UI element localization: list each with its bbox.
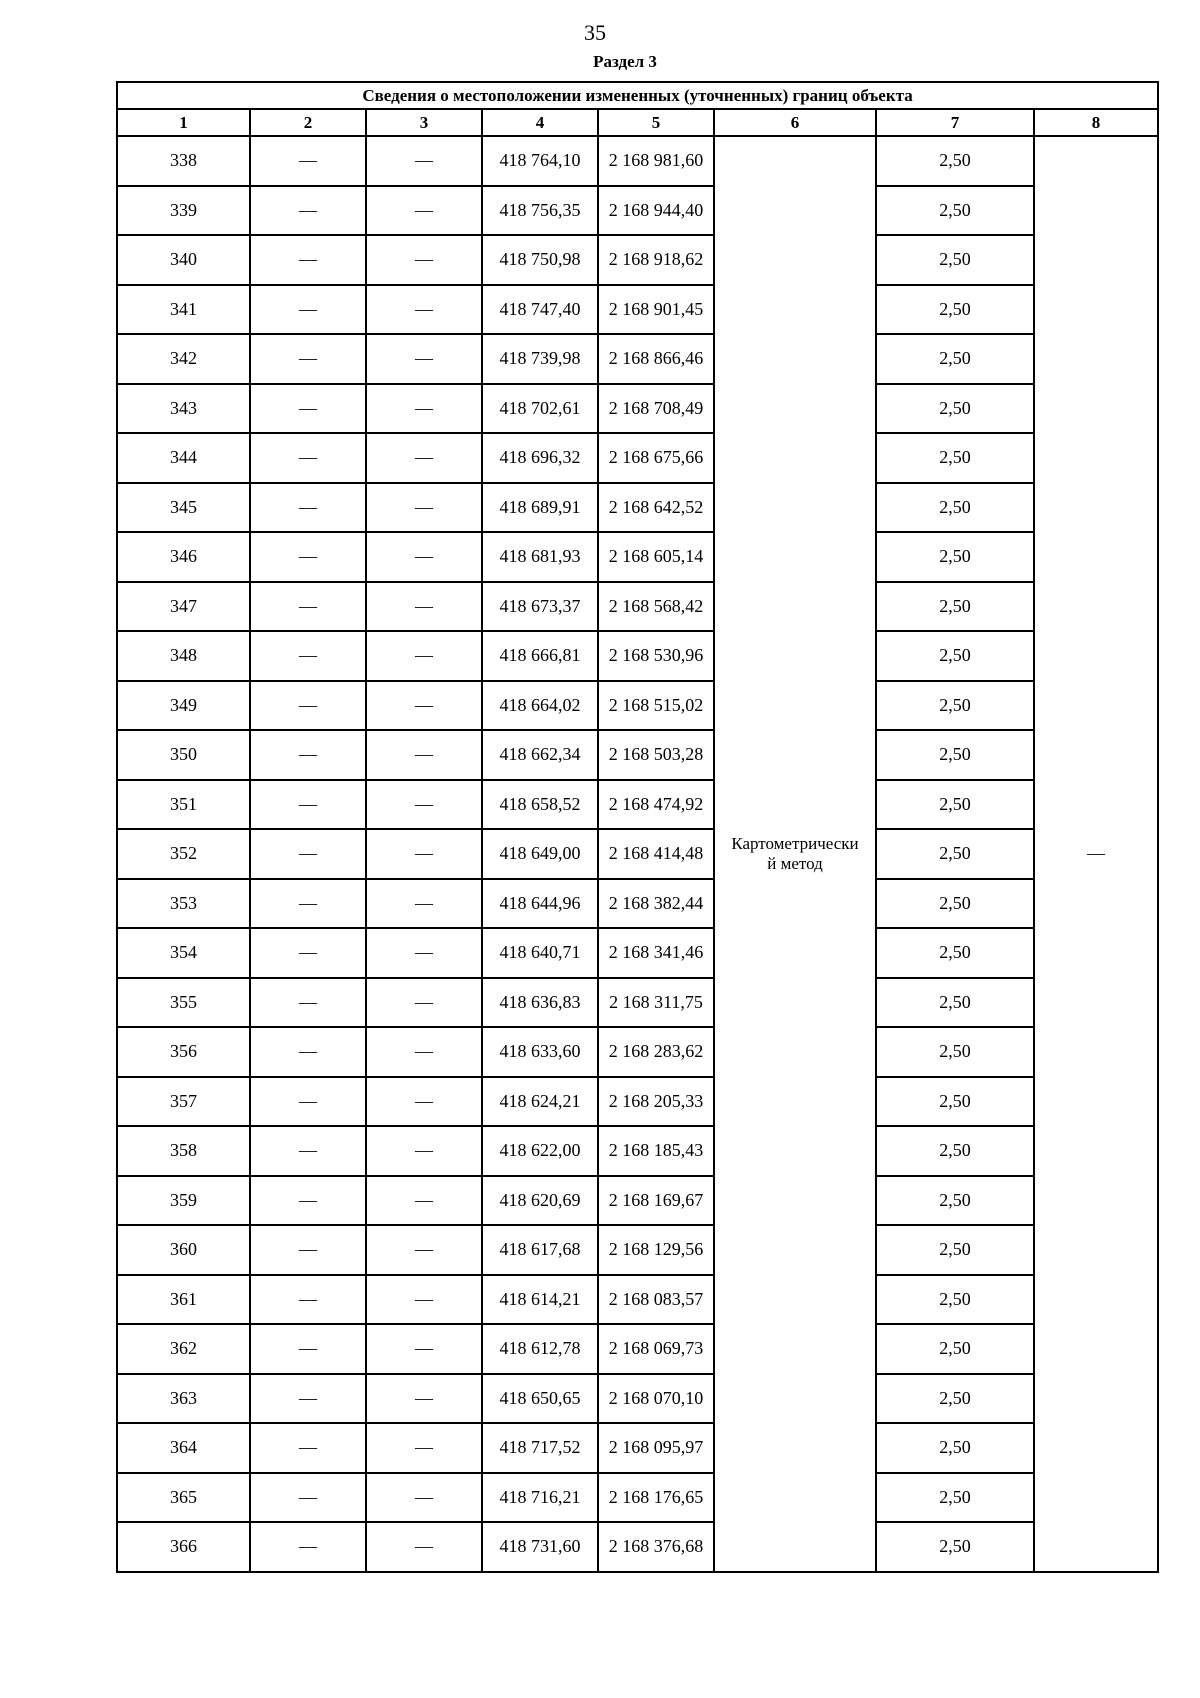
accuracy-cell: 2,50	[876, 1324, 1034, 1374]
dash-cell: —	[250, 285, 366, 335]
dash-cell: —	[250, 928, 366, 978]
point-number-cell: 358	[117, 1126, 250, 1176]
table-body	[117, 136, 1158, 1572]
x-coordinate-cell: 418 739,98	[482, 334, 598, 384]
table-row	[117, 978, 1158, 1028]
x-coordinate-cell: 418 640,71	[482, 928, 598, 978]
boundary-coordinates-table	[116, 81, 1159, 1573]
accuracy-cell: 2,50	[876, 1077, 1034, 1127]
dash-cell: —	[250, 1077, 366, 1127]
accuracy-cell: 2,50	[876, 1275, 1034, 1325]
dash-cell: —	[250, 1522, 366, 1572]
dash-cell: —	[250, 631, 366, 681]
column-number-2: 2	[250, 109, 366, 136]
dash-cell: —	[366, 334, 482, 384]
accuracy-cell: 2,50	[876, 483, 1034, 533]
dash-cell: —	[250, 978, 366, 1028]
dash-cell: —	[366, 483, 482, 533]
y-coordinate-cell: 2 168 341,46	[598, 928, 714, 978]
y-coordinate-cell: 2 168 474,92	[598, 780, 714, 830]
point-number-cell: 359	[117, 1176, 250, 1226]
y-coordinate-cell: 2 168 382,44	[598, 879, 714, 929]
accuracy-cell: 2,50	[876, 433, 1034, 483]
column-8-cell: —	[1034, 136, 1158, 1572]
accuracy-cell: 2,50	[876, 136, 1034, 186]
table-row	[117, 1522, 1158, 1572]
x-coordinate-cell: 418 624,21	[482, 1077, 598, 1127]
x-coordinate-cell: 418 756,35	[482, 186, 598, 236]
table-row	[117, 928, 1158, 978]
accuracy-cell: 2,50	[876, 681, 1034, 731]
table-row	[117, 1126, 1158, 1176]
accuracy-cell: 2,50	[876, 1027, 1034, 1077]
dash-cell: —	[250, 1473, 366, 1523]
dash-cell: —	[250, 186, 366, 236]
x-coordinate-cell: 418 696,32	[482, 433, 598, 483]
dash-cell: —	[250, 1126, 366, 1176]
point-number-cell: 341	[117, 285, 250, 335]
x-coordinate-cell: 418 662,34	[482, 730, 598, 780]
method-line-2: й метод	[767, 853, 823, 873]
dash-cell: —	[366, 631, 482, 681]
dash-cell: —	[366, 780, 482, 830]
point-number-cell: 340	[117, 235, 250, 285]
dash-cell: —	[366, 186, 482, 236]
y-coordinate-cell: 2 168 185,43	[598, 1126, 714, 1176]
y-coordinate-cell: 2 168 568,42	[598, 582, 714, 632]
table-row	[117, 681, 1158, 731]
y-coordinate-cell: 2 168 205,33	[598, 1077, 714, 1127]
point-number-cell: 354	[117, 928, 250, 978]
table-row	[117, 1423, 1158, 1473]
y-coordinate-cell: 2 168 515,02	[598, 681, 714, 731]
dash-cell: —	[250, 1225, 366, 1275]
table-row	[117, 334, 1158, 384]
x-coordinate-cell: 418 636,83	[482, 978, 598, 1028]
x-coordinate-cell: 418 702,61	[482, 384, 598, 434]
table-row	[117, 631, 1158, 681]
point-number-cell: 365	[117, 1473, 250, 1523]
dash-cell: —	[366, 1522, 482, 1572]
table-row	[117, 285, 1158, 335]
accuracy-cell: 2,50	[876, 582, 1034, 632]
dash-cell: —	[250, 1374, 366, 1424]
dash-cell: —	[366, 978, 482, 1028]
dash-cell: —	[250, 334, 366, 384]
x-coordinate-cell: 418 731,60	[482, 1522, 598, 1572]
table-row	[117, 1027, 1158, 1077]
point-number-cell: 366	[117, 1522, 250, 1572]
point-number-cell: 338	[117, 136, 250, 186]
dash-cell: —	[366, 681, 482, 731]
table-row	[117, 1324, 1158, 1374]
point-number-cell: 346	[117, 532, 250, 582]
accuracy-cell: 2,50	[876, 928, 1034, 978]
column-number-1: 1	[117, 109, 250, 136]
dash-cell: —	[366, 1176, 482, 1226]
column-number-3: 3	[366, 109, 482, 136]
x-coordinate-cell: 418 622,00	[482, 1126, 598, 1176]
accuracy-cell: 2,50	[876, 829, 1034, 879]
table-row	[117, 136, 1158, 186]
y-coordinate-cell: 2 168 675,66	[598, 433, 714, 483]
x-coordinate-cell: 418 644,96	[482, 879, 598, 929]
point-number-cell: 342	[117, 334, 250, 384]
point-number-cell: 349	[117, 681, 250, 731]
point-number-cell: 345	[117, 483, 250, 533]
column-number-6: 6	[714, 109, 876, 136]
x-coordinate-cell: 418 649,00	[482, 829, 598, 879]
y-coordinate-cell: 2 168 944,40	[598, 186, 714, 236]
dash-cell: —	[366, 879, 482, 929]
y-coordinate-cell: 2 168 083,57	[598, 1275, 714, 1325]
accuracy-cell: 2,50	[876, 532, 1034, 582]
y-coordinate-cell: 2 168 129,56	[598, 1225, 714, 1275]
point-number-cell: 362	[117, 1324, 250, 1374]
dash-cell: —	[366, 1027, 482, 1077]
table-row	[117, 483, 1158, 533]
y-coordinate-cell: 2 168 866,46	[598, 334, 714, 384]
x-coordinate-cell: 418 666,81	[482, 631, 598, 681]
accuracy-cell: 2,50	[876, 235, 1034, 285]
dash-cell: —	[250, 1324, 366, 1374]
table-row	[117, 1473, 1158, 1523]
dash-cell: —	[366, 1473, 482, 1523]
table-row	[117, 879, 1158, 929]
method-cell	[714, 136, 876, 1572]
point-number-cell: 347	[117, 582, 250, 632]
x-coordinate-cell: 418 673,37	[482, 582, 598, 632]
x-coordinate-cell: 418 747,40	[482, 285, 598, 335]
dash-cell: —	[366, 1374, 482, 1424]
accuracy-cell: 2,50	[876, 1176, 1034, 1226]
table-row	[117, 384, 1158, 434]
x-coordinate-cell: 418 614,21	[482, 1275, 598, 1325]
dash-cell: —	[366, 1275, 482, 1325]
x-coordinate-cell: 418 617,68	[482, 1225, 598, 1275]
accuracy-cell: 2,50	[876, 730, 1034, 780]
x-coordinate-cell: 418 650,65	[482, 1374, 598, 1424]
x-coordinate-cell: 418 633,60	[482, 1027, 598, 1077]
table-row	[117, 186, 1158, 236]
table-row	[117, 582, 1158, 632]
x-coordinate-cell: 418 620,69	[482, 1176, 598, 1226]
point-number-cell: 339	[117, 186, 250, 236]
accuracy-cell: 2,50	[876, 186, 1034, 236]
y-coordinate-cell: 2 168 376,68	[598, 1522, 714, 1572]
dash-cell: —	[366, 829, 482, 879]
x-coordinate-cell: 418 658,52	[482, 780, 598, 830]
point-number-cell: 348	[117, 631, 250, 681]
table-row	[117, 235, 1158, 285]
dash-cell: —	[366, 384, 482, 434]
dash-cell: —	[366, 1126, 482, 1176]
dash-cell: —	[366, 1324, 482, 1374]
point-number-cell: 350	[117, 730, 250, 780]
y-coordinate-cell: 2 168 069,73	[598, 1324, 714, 1374]
table-row	[117, 1077, 1158, 1127]
dash-cell: —	[366, 532, 482, 582]
y-coordinate-cell: 2 168 311,75	[598, 978, 714, 1028]
dash-cell: —	[250, 730, 366, 780]
dash-cell: —	[366, 433, 482, 483]
column-number-4: 4	[482, 109, 598, 136]
table-row	[117, 433, 1158, 483]
dash-cell: —	[250, 433, 366, 483]
dash-cell: —	[250, 829, 366, 879]
accuracy-cell: 2,50	[876, 384, 1034, 434]
point-number-cell: 343	[117, 384, 250, 434]
x-coordinate-cell: 418 716,21	[482, 1473, 598, 1523]
dash-cell: —	[250, 483, 366, 533]
accuracy-cell: 2,50	[876, 1225, 1034, 1275]
dash-cell: —	[366, 1423, 482, 1473]
dash-cell: —	[250, 879, 366, 929]
section-title: Раздел 3	[593, 52, 657, 71]
point-number-cell: 344	[117, 433, 250, 483]
y-coordinate-cell: 2 168 530,96	[598, 631, 714, 681]
point-number-cell: 356	[117, 1027, 250, 1077]
dash-cell: —	[250, 1423, 366, 1473]
x-coordinate-cell: 418 612,78	[482, 1324, 598, 1374]
y-coordinate-cell: 2 168 605,14	[598, 532, 714, 582]
y-coordinate-cell: 2 168 283,62	[598, 1027, 714, 1077]
dash-cell: —	[366, 136, 482, 186]
dash-cell: —	[250, 136, 366, 186]
y-coordinate-cell: 2 168 070,10	[598, 1374, 714, 1424]
accuracy-cell: 2,50	[876, 285, 1034, 335]
accuracy-cell: 2,50	[876, 780, 1034, 830]
y-coordinate-cell: 2 168 169,67	[598, 1176, 714, 1226]
dash-cell: —	[250, 235, 366, 285]
dash-cell: —	[250, 582, 366, 632]
table-row	[117, 730, 1158, 780]
accuracy-cell: 2,50	[876, 1522, 1034, 1572]
accuracy-cell: 2,50	[876, 879, 1034, 929]
column-number-8: 8	[1034, 109, 1158, 136]
dash-cell: —	[366, 582, 482, 632]
y-coordinate-cell: 2 168 918,62	[598, 235, 714, 285]
table-caption: Сведения о местоположении измененных (уточненных) границ объекта	[117, 82, 1158, 109]
column-number-7: 7	[876, 109, 1034, 136]
y-coordinate-cell: 2 168 095,97	[598, 1423, 714, 1473]
column-number-row	[117, 109, 1158, 136]
table-row	[117, 532, 1158, 582]
accuracy-cell: 2,50	[876, 1126, 1034, 1176]
accuracy-cell: 2,50	[876, 1374, 1034, 1424]
dash-cell: —	[366, 928, 482, 978]
x-coordinate-cell: 418 681,93	[482, 532, 598, 582]
dash-cell: —	[250, 1027, 366, 1077]
point-number-cell: 352	[117, 829, 250, 879]
x-coordinate-cell: 418 717,52	[482, 1423, 598, 1473]
accuracy-cell: 2,50	[876, 334, 1034, 384]
dash-cell: —	[250, 681, 366, 731]
y-coordinate-cell: 2 168 901,45	[598, 285, 714, 335]
accuracy-cell: 2,50	[876, 1473, 1034, 1523]
point-number-cell: 360	[117, 1225, 250, 1275]
y-coordinate-cell: 2 168 176,65	[598, 1473, 714, 1523]
y-coordinate-cell: 2 168 414,48	[598, 829, 714, 879]
accuracy-cell: 2,50	[876, 631, 1034, 681]
accuracy-cell: 2,50	[876, 978, 1034, 1028]
table-row	[117, 1176, 1158, 1226]
dash-cell: —	[250, 384, 366, 434]
dash-cell: —	[366, 730, 482, 780]
x-coordinate-cell: 418 764,10	[482, 136, 598, 186]
dash-cell: —	[366, 285, 482, 335]
x-coordinate-cell: 418 689,91	[482, 483, 598, 533]
dash-cell: —	[250, 1176, 366, 1226]
point-number-cell: 355	[117, 978, 250, 1028]
x-coordinate-cell: 418 750,98	[482, 235, 598, 285]
y-coordinate-cell: 2 168 642,52	[598, 483, 714, 533]
y-coordinate-cell: 2 168 503,28	[598, 730, 714, 780]
y-coordinate-cell: 2 168 981,60	[598, 136, 714, 186]
dash-cell: —	[250, 532, 366, 582]
page-number: 35	[584, 20, 606, 45]
dash-cell: —	[366, 1225, 482, 1275]
dash-cell: —	[250, 1275, 366, 1325]
table-row	[117, 1275, 1158, 1325]
method-line-1: Картометрически	[731, 833, 859, 853]
x-coordinate-cell: 418 664,02	[482, 681, 598, 731]
y-coordinate-cell: 2 168 708,49	[598, 384, 714, 434]
point-number-cell: 351	[117, 780, 250, 830]
dash-cell: —	[366, 235, 482, 285]
table-row	[117, 1374, 1158, 1424]
point-number-cell: 357	[117, 1077, 250, 1127]
table-row	[117, 829, 1158, 879]
dash-cell: —	[250, 780, 366, 830]
table-row	[117, 1225, 1158, 1275]
point-number-cell: 363	[117, 1374, 250, 1424]
point-number-cell: 364	[117, 1423, 250, 1473]
accuracy-cell: 2,50	[876, 1423, 1034, 1473]
dash-cell: —	[366, 1077, 482, 1127]
table-row	[117, 780, 1158, 830]
point-number-cell: 353	[117, 879, 250, 929]
point-number-cell: 361	[117, 1275, 250, 1325]
column-number-5: 5	[598, 109, 714, 136]
